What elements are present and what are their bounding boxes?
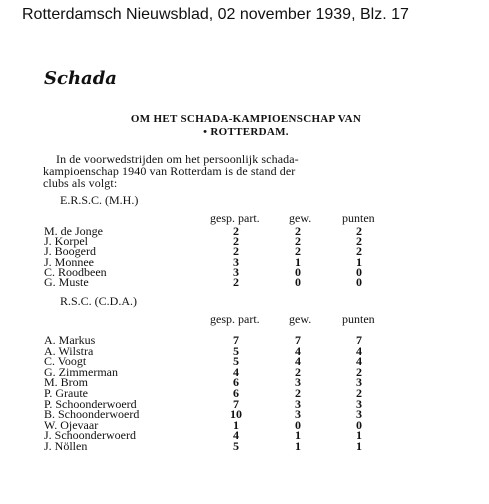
player-name: B. Schoonderwoerd	[44, 407, 140, 422]
header-played: gesp. part.	[210, 312, 260, 326]
header-played: gesp. part.	[210, 211, 260, 225]
points: 4	[356, 354, 362, 369]
player-name: J. Korpel	[44, 234, 88, 249]
player-name: J. Nöllen	[44, 439, 88, 453]
header-points: punten	[342, 211, 375, 225]
player-name: M. Brom	[44, 375, 89, 390]
games-played: 6	[233, 386, 239, 400]
games-won: 2	[295, 234, 301, 249]
games-played: 2	[233, 234, 239, 249]
player-name: G. Muste	[44, 275, 89, 289]
games-won: 2	[295, 364, 301, 379]
games-won: 4	[295, 354, 301, 369]
headline-line-2: • ROTTERDAM.	[203, 126, 289, 138]
image-caption: Rotterdamsch Nieuwsblad, 02 november 1939, Blz. 17	[22, 6, 409, 23]
header-points: punten	[342, 312, 375, 326]
intro-line-2: kampioenschap 1940 van Rotterdam is de stand der	[43, 164, 296, 178]
newspaper-clipping	[24, 46, 468, 486]
games-played: 10	[230, 407, 242, 422]
points: 2	[356, 364, 362, 379]
games-won: 1	[295, 439, 301, 453]
points: 2	[356, 244, 362, 259]
games-played: 3	[233, 254, 239, 269]
points: 1	[356, 439, 362, 453]
player-name: C. Voogt	[44, 354, 87, 369]
player-name: J. Monnee	[44, 254, 94, 269]
points: 0	[356, 275, 362, 289]
games-played: 5	[233, 439, 239, 453]
games-won: 2	[295, 386, 301, 400]
headline-line-1: OM HET SCHADA-KAMPIOENSCHAP VAN	[130, 113, 362, 125]
games-played: 6	[233, 375, 239, 390]
games-won: 3	[295, 396, 301, 411]
table-row	[24, 275, 468, 287]
intro-line-1: In de voorwedstrijden om het persoonlijk schada-	[56, 152, 299, 166]
games-won: 3	[295, 375, 301, 390]
player-name: J. Schoonderwoerd	[44, 428, 136, 443]
player-name: C. Roodbeen	[44, 264, 107, 279]
games-played: 7	[233, 396, 239, 411]
player-name: P. Graute	[44, 386, 88, 400]
points: 3	[356, 375, 362, 390]
games-won: 7	[295, 333, 301, 347]
points: 3	[356, 407, 362, 422]
player-name: J. Boogerd	[44, 244, 96, 259]
games-played: 1	[233, 417, 239, 432]
games-played: 2	[233, 275, 239, 289]
games-played: 4	[233, 364, 239, 379]
table-row	[24, 439, 468, 451]
header-won: gew.	[289, 312, 312, 326]
points: 7	[356, 333, 362, 347]
points: 2	[356, 386, 362, 400]
games-played: 2	[233, 224, 239, 238]
games-won: 0	[295, 417, 301, 432]
games-played: 4	[233, 428, 239, 443]
games-played: 5	[233, 343, 239, 358]
games-won: 1	[295, 428, 301, 443]
points: 0	[356, 417, 362, 432]
player-name: A. Markus	[44, 333, 96, 347]
points: 0	[356, 264, 362, 279]
section-title: Schada	[44, 68, 117, 89]
games-played: 7	[233, 333, 239, 347]
games-won: 0	[295, 264, 301, 279]
player-name: M. de Jonge	[44, 224, 103, 238]
games-won: 1	[295, 254, 301, 269]
games-won: 0	[295, 275, 301, 289]
games-won: 2	[295, 224, 301, 238]
points: 1	[356, 428, 362, 443]
points: 2	[356, 234, 362, 249]
club-name-ersc: E.R.S.C. (M.H.)	[60, 193, 139, 207]
points: 4	[356, 343, 362, 358]
games-played: 2	[233, 244, 239, 259]
points: 3	[356, 396, 362, 411]
player-name: P. Schoonderwoerd	[44, 396, 137, 411]
games-won: 3	[295, 407, 301, 422]
player-name: W. Ojevaar	[44, 417, 99, 432]
points: 2	[356, 224, 362, 238]
intro-line-3: clubs als volgt:	[43, 176, 118, 190]
player-name: A. Wilstra	[44, 343, 94, 358]
games-played: 3	[233, 264, 239, 279]
games-won: 4	[295, 343, 301, 358]
club-name-rsc: R.S.C. (C.D.A.)	[60, 294, 138, 308]
games-won: 2	[295, 244, 301, 259]
points: 1	[356, 254, 362, 269]
player-name: G. Zimmerman	[44, 364, 118, 379]
header-won: gew.	[289, 211, 312, 225]
games-played: 5	[233, 354, 239, 369]
